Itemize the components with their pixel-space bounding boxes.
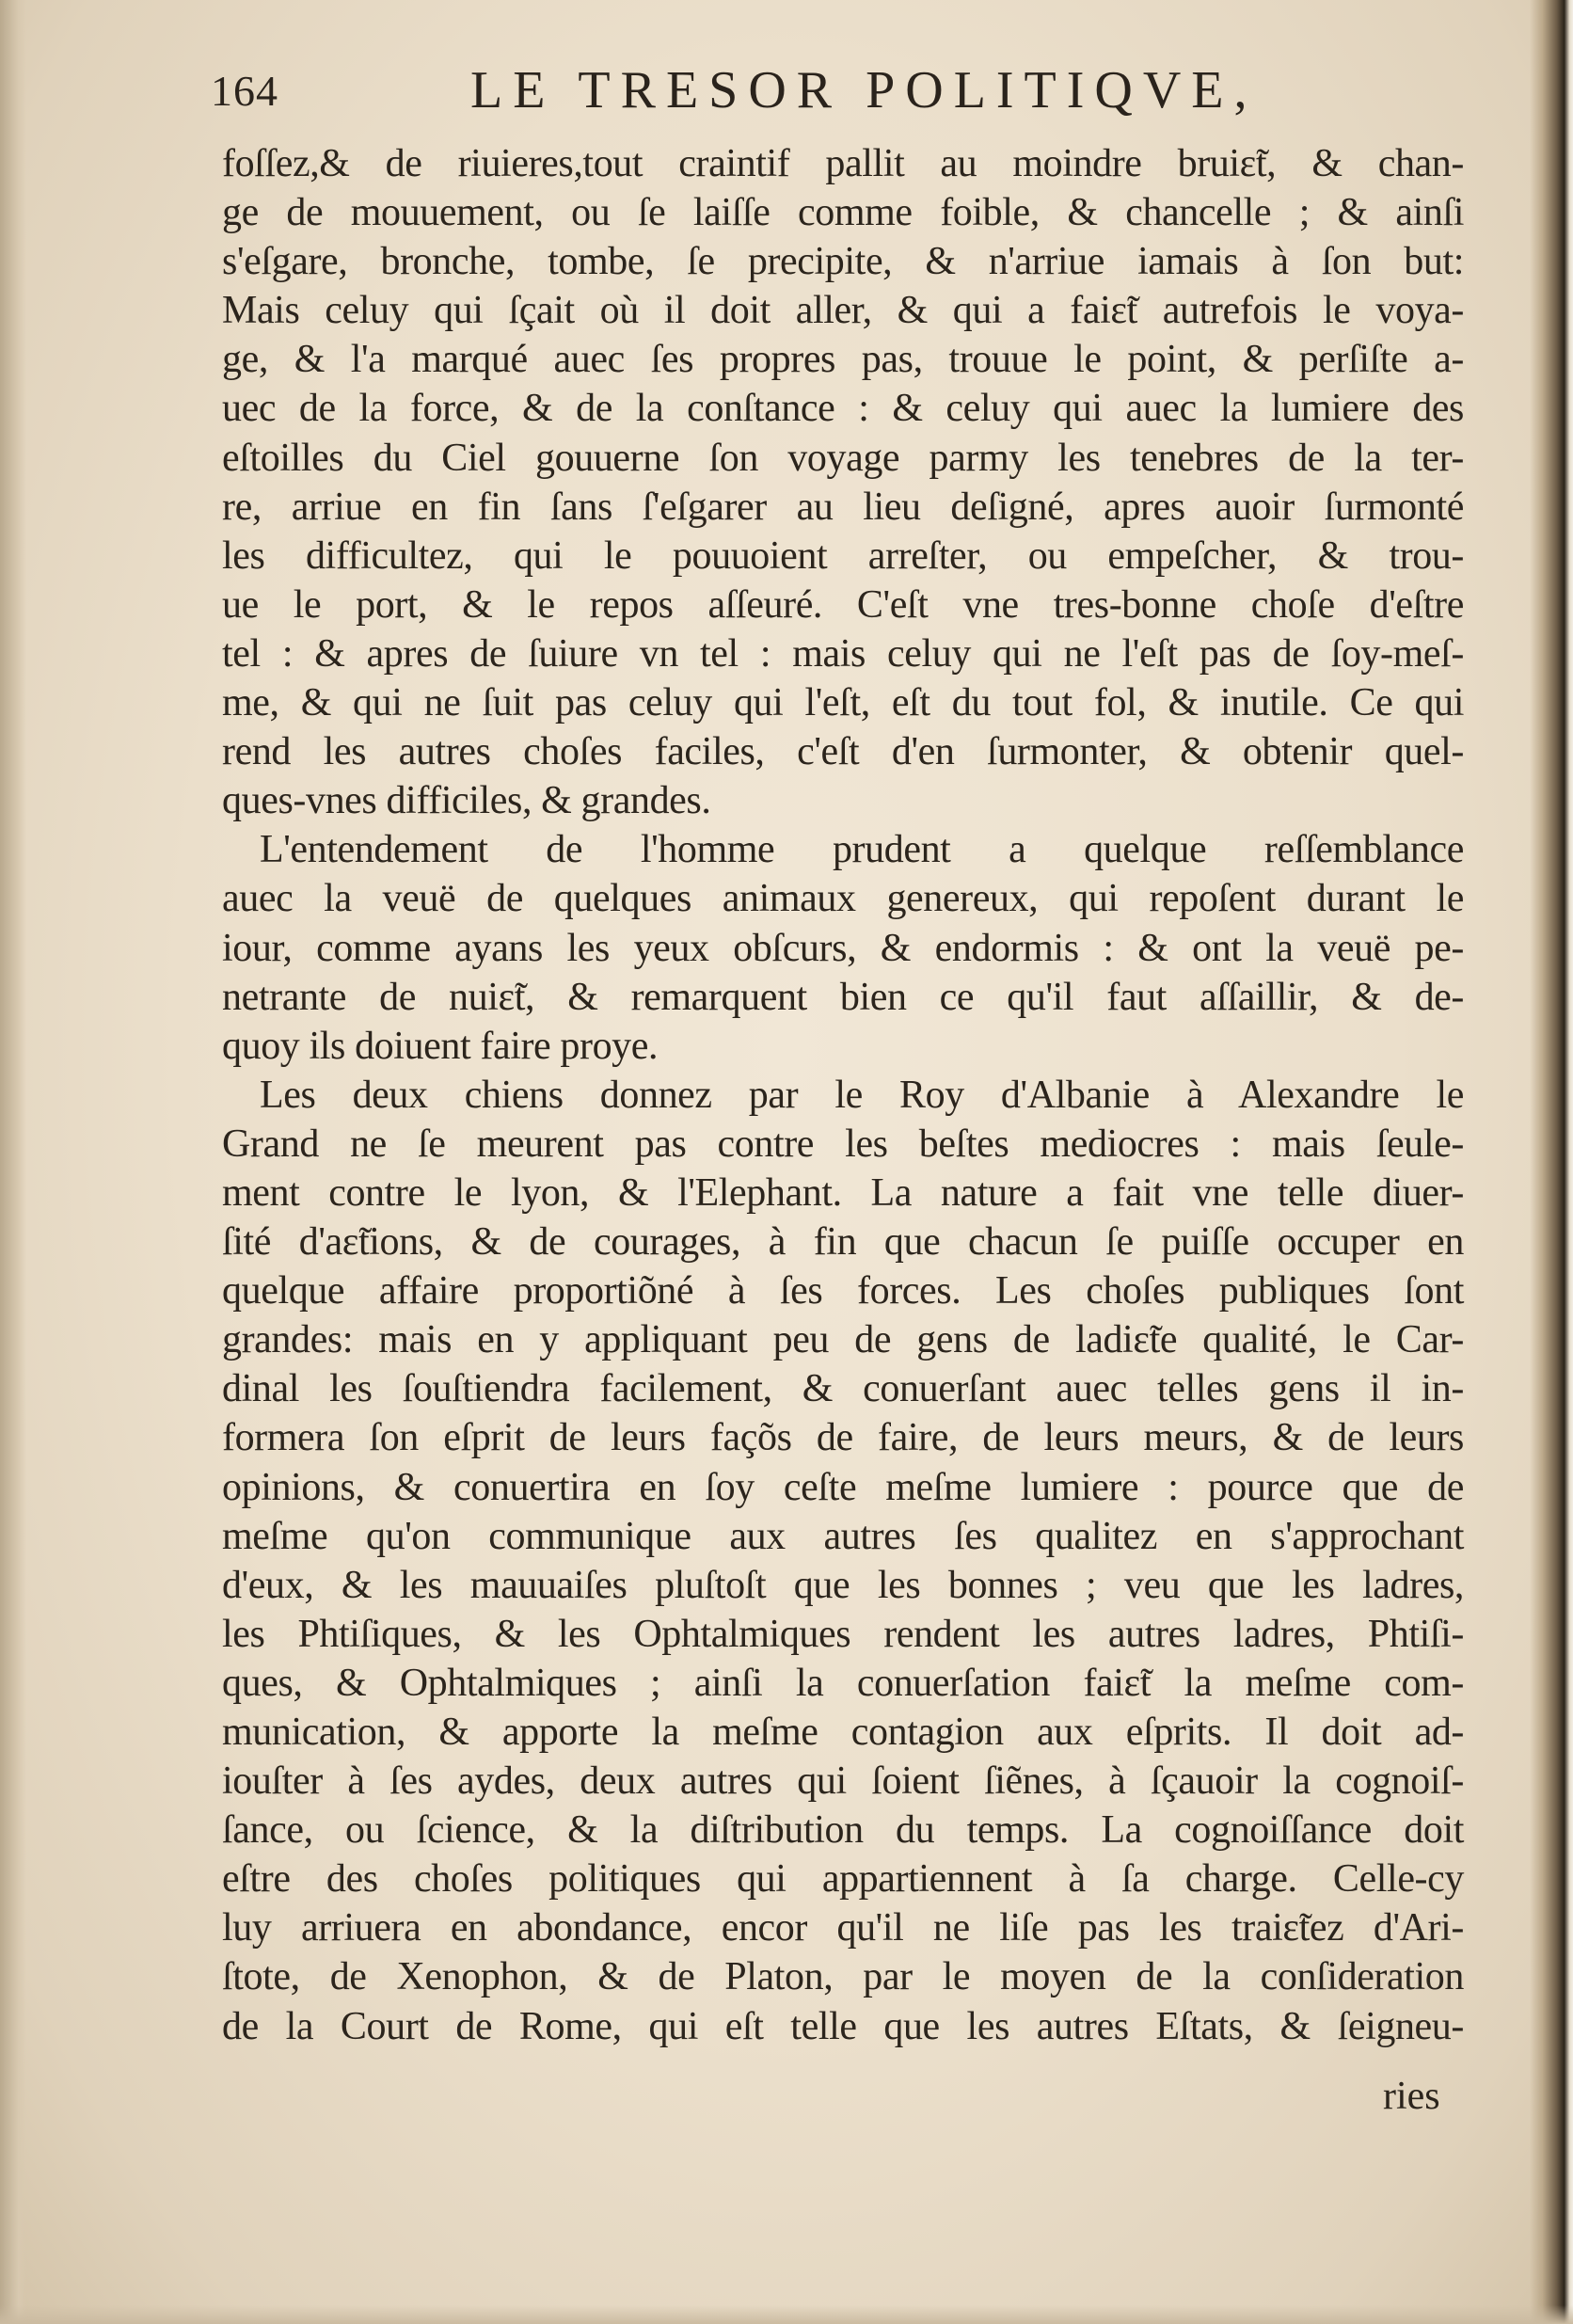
text-line: me, & qui ne ſuit pas celuy qui l'eſt, eſt du tout fol, & inutile. Ce qui [222, 681, 1464, 725]
text-line: ques-vnes difficiles, & grandes. [222, 779, 711, 823]
text-line: rend les autres choſes faciles, c'eſt d'en ſurmonter, & obtenir quel- [222, 730, 1464, 774]
catchword: ries [1383, 2075, 1440, 2118]
text-line: eſtoilles du Ciel gouuerne ſon voyage parmy les tenebres de la ter- [222, 436, 1464, 480]
text-line: quoy ils doiuent faire proye. [222, 1024, 659, 1068]
text-line: d'eux, & les mauuaiſes pluſtoſt que les bonnes ; veu que les ladres, [222, 1563, 1464, 1607]
page-bottom-edge [0, 2305, 1573, 2324]
page-header [198, 60, 1421, 128]
text-line: auec la veuë de quelques animaux genereux, qui repoſent durant le [222, 877, 1464, 921]
text-block [222, 139, 1464, 2051]
text-line: iour, comme ayans les yeux obſcurs, & endormis : & ont la veuë pe- [222, 926, 1464, 970]
page-number: 164 [211, 67, 278, 115]
text-line: ue le port, & le repos aſſeuré. C'eſt vne tres-bonne choſe d'eſtre [222, 582, 1464, 627]
binding-gutter [1530, 0, 1573, 2324]
text-line: Grand ne ſe meurent pas contre les beſtes mediocres : mais ſeule- [222, 1122, 1464, 1166]
text-line: formera ſon eſprit de leurs façõs de faire, de leurs meurs, & de leurs [222, 1416, 1464, 1460]
text-line: ſance, ou ſcience, & la diſtribution du temps. La cognoiſſance doit [222, 1808, 1464, 1853]
text-line: s'eſgare, bronche, tombe, ſe precipite, & n'arriue iamais à ſon but: [222, 240, 1464, 284]
text-line: luy arriuera en abondance, encor qu'il ne liſe pas les traiɛ̃tez d'Ari- [222, 1906, 1464, 1950]
text-line: netrante de nuiɛ̃t, & remarquent bien ce qu'il faut aſſaillir, & de- [222, 975, 1464, 1019]
text-line: ſtote, de Xenophon, & de Platon, par le moyen de la conſideration [222, 1955, 1464, 1999]
text-line: Mais celuy qui ſçait où il doit aller, & qui a faiɛ̃t autrefois le voya- [222, 289, 1464, 333]
text-line: de la Court de Rome, qui eſt telle que les autres Eſtats, & ſeigneu- [222, 2004, 1464, 2048]
page-left-edge [0, 0, 26, 2324]
text-line: re, arriue en fin ſans ſ'eſgarer au lieu deſigné, apres auoir ſurmonté [222, 485, 1464, 529]
text-line: meſme qu'on communique aux autres ſes qualitez en s'approchant [222, 1514, 1464, 1558]
text-line: Les deux chiens donnez par le Roy d'Albanie à Alexandre le [260, 1073, 1464, 1117]
text-line: eſtre des choſes politiques qui appartiennent à ſa charge. Celle-cy [222, 1857, 1464, 1902]
text-line: uec de la force, & de la conſtance : & celuy qui auec la lumiere des [222, 387, 1464, 431]
text-line: quelque affaire proportiõné à ſes forces. Les choſes publiques ſont [222, 1269, 1464, 1313]
text-line: L'entendement de l'homme prudent a quelque reſſemblance [260, 828, 1464, 872]
text-line: munication, & apporte la meſme contagion aux eſprits. Il doit ad- [222, 1711, 1464, 1754]
text-line: les difficultez, qui le pouuoient arreſter, ou empeſcher, & trou- [222, 533, 1464, 578]
text-line: ge de mouuement, ou ſe laiſſe comme foible, & chancelle ; & ainſi [222, 191, 1464, 235]
text-line: iouſter à ſes aydes, deux autres qui ſoient ſiẽnes, à ſçauoir la cognoiſ- [222, 1759, 1464, 1804]
text-line: ſité d'aɛ̃tions, & de courages, à fin que chacun ſe puiſſe occuper en [222, 1220, 1464, 1265]
text-line: grandes: mais en y appliquant peu de gens de ladiɛ̃te qualité, le Car- [222, 1318, 1464, 1362]
text-line: tel : & apres de ſuiure vn tel : mais celuy qui ne l'eſt pas de ſoy-meſ- [222, 631, 1464, 676]
text-line: foſſez,& de riuieres,tout craintif pallit au moindre bruiɛ̃t, & chan- [222, 142, 1464, 185]
text-line: ques, & Ophtalmiques ; ainſi la conuerſation faiɛ̃t la meſme com- [222, 1661, 1464, 1705]
text-line: ge, & l'a marqué auec ſes propres pas, trouue le point, & perſiſte a- [222, 338, 1464, 382]
text-line: dinal les ſouſtiendra facilement, & conuerſant auec telles gens il in- [222, 1367, 1464, 1411]
text-line: opinions, & conuertira en ſoy ceſte meſme lumiere : pource que de [222, 1465, 1464, 1509]
running-title: LE TRESOR POLITIQVE, [470, 61, 1258, 119]
text-line: ment contre le lyon, & l'Elephant. La nature a fait vne telle diuer- [222, 1170, 1464, 1215]
text-line: les Phtiſiques, & les Ophtalmiques rendent les autres ladres, Phtiſi- [222, 1612, 1464, 1656]
